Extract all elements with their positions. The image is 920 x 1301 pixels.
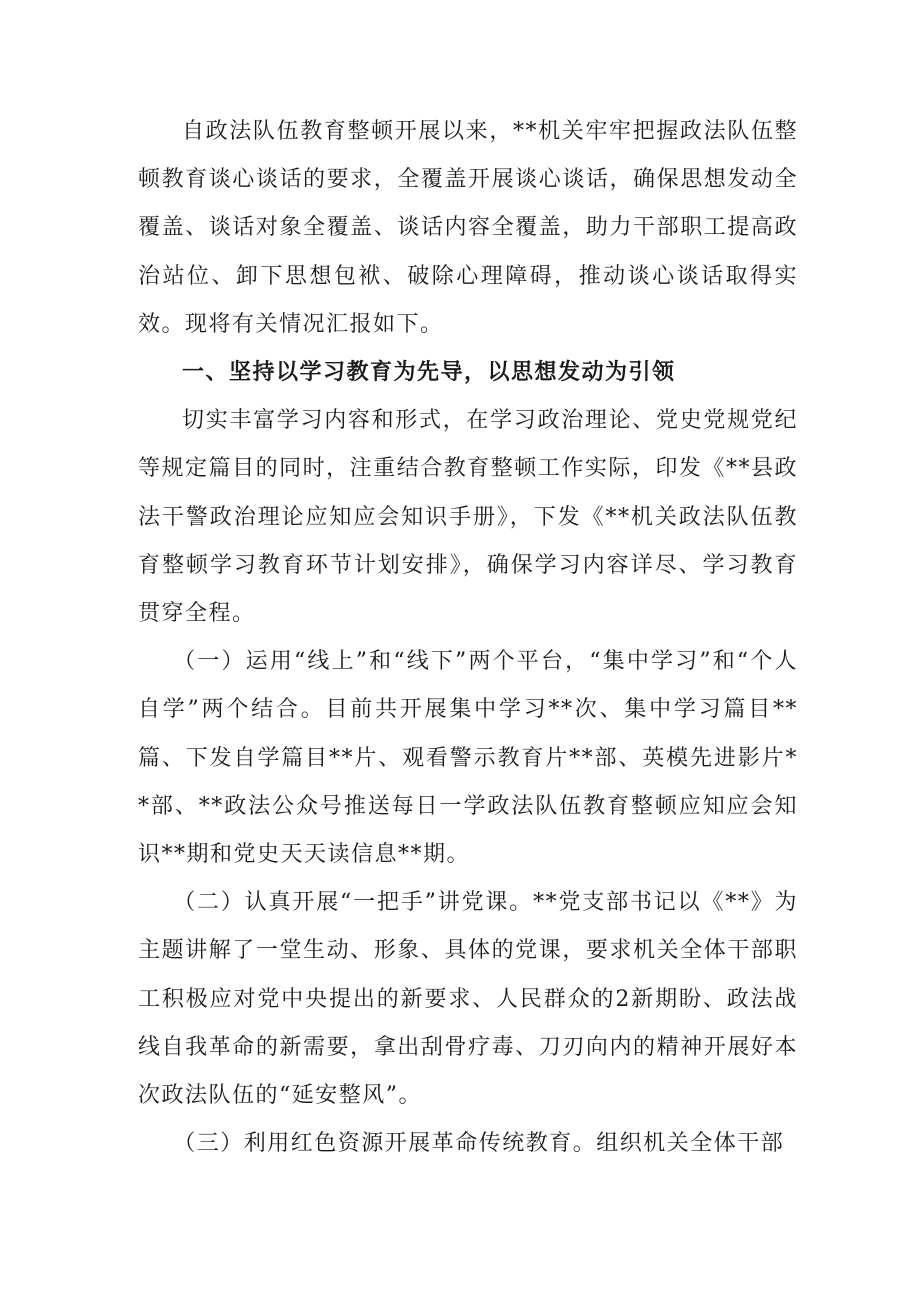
section-heading-1: 一、坚持以学习教育为先导，以思想发动为引领	[182, 360, 676, 386]
item-3-paragraph: （三）利用红色资源开展革命传统教育。组织机关全体干部	[173, 1131, 785, 1157]
item-2-paragraph: （二）认真开展“一把手”讲党课。**党支部书记以《**》为主题讲解了一堂生动、形象、具体的党课，要求机关全体干部职工积极应对党中央提出的新要求、人民群众的2新期盼、政法战线自我革命的新需要，拿出刮骨疗毒、刀刃向内的精神开展好本次政法队伍的“延安整风”。	[138, 890, 798, 1109]
item-1-paragraph: （一）运用“线上”和“线下”两个平台，“集中学习”和“个人自学”两个结合。目前共开展集中学习**次、集中学习篇目**篇、下发自学篇目**片、观看警示教育片**部、英模先进影片**部、**政法公众号推送每日一学政法队伍教育整顿应知应会知识**期和党史天天读信息**期。	[138, 649, 798, 868]
section-1-body: 切实丰富学习内容和形式，在学习政治理论、党史党规党纪等规定篇目的同时，注重结合教育整顿工作实际，印发《**县政法干警政治理论应知应会知识手册》，下发《**机关政法队伍教育整顿学习教育环节计划安排》，确保学习内容详尽、学习教育贯穿全程。	[138, 408, 798, 627]
document-page	[138, 108, 798, 1168]
intro-paragraph: 自政法队伍教育整顿开展以来，**机关牢牢把握政法队伍整顿教育谈心谈话的要求，全覆盖开展谈心谈话，确保思想发动全覆盖、谈话对象全覆盖、谈话内容全覆盖，助力干部职工提高政治站位、卸下思想包袱、破除心理障碍，推动谈心谈话取得实效。现将有关情况汇报如下。	[138, 119, 798, 337]
